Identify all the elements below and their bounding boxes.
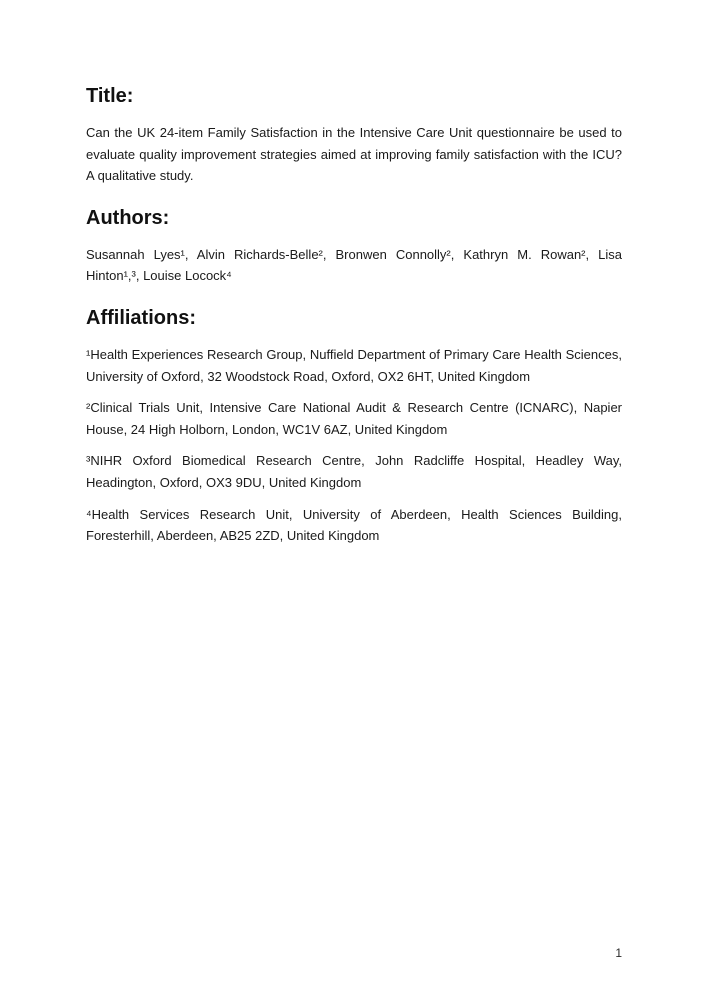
title-heading: Title: (86, 85, 134, 107)
section-title (86, 84, 622, 187)
affiliation-4: ⁴Health Services Research Unit, University of Aberdeen, Health Sciences Building, Foresterhill, Aberdeen, AB25 2ZD, United Kingdom (86, 506, 622, 544)
affiliation-2: ²Clinical Trials Unit, Intensive Care National Audit & Research Centre (ICNARC), Napier House, 24 High Holborn, London, WC1V 6AZ, United Kingdom (86, 400, 622, 437)
title-paragraph: Can the UK 24-item Family Satisfaction in the Intensive Care Unit questionnaire be used to evaluate quality improvement strategies aimed at improving family satisfaction with the ICU? A qualitative study. (86, 125, 622, 184)
affiliation-1: ¹Health Experiences Research Group, Nuffield Department of Primary Care Health Sciences, University of Oxford, 32 Woodstock Road, Oxford, OX2 6HT, United Kingdom (86, 346, 622, 384)
page-content (86, 84, 622, 557)
section-authors (86, 206, 622, 287)
affiliations-heading: Affiliations: (86, 306, 196, 329)
section-affiliations (86, 306, 622, 547)
affiliation-3: ³NIHR Oxford Biomedical Research Centre, John Radcliffe Hospital, Headley Way, Headington, Oxford, OX3 9DU, United Kingdom (86, 453, 622, 490)
authors-heading: Authors: (86, 206, 170, 229)
authors-paragraph: Susannah Lyes¹, Alvin Richards-Belle², Bronwen Connolly², Kathryn M. Rowan², Lisa Hinton¹,³, Louise Locock⁴ (86, 246, 622, 284)
page-number: 1 (615, 946, 622, 960)
